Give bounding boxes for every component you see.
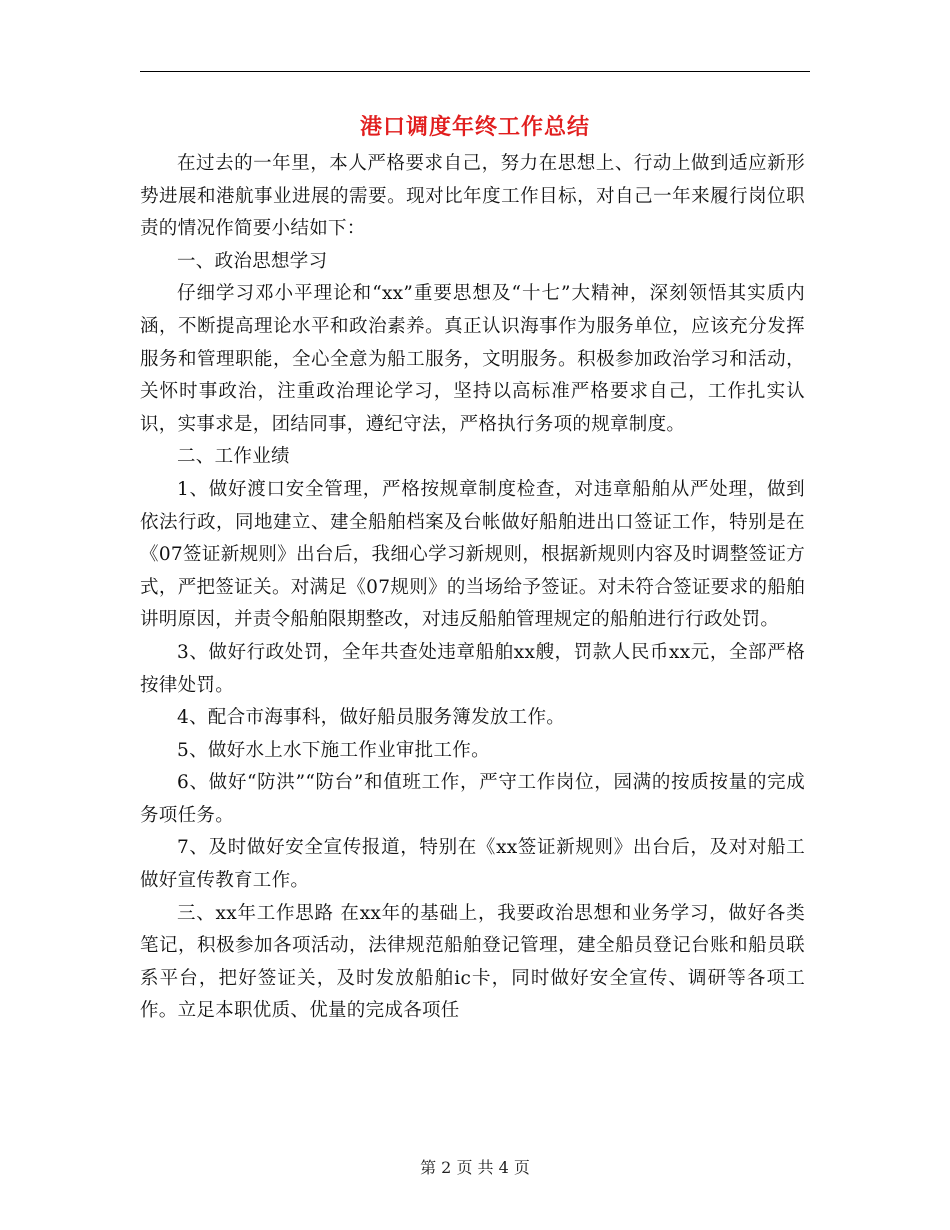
paragraph-item-7: 7、及时做好安全宣传报道，特别在《xx签证新规则》出台后，及对对船工做好宣传教育工作。 [140,837,805,892]
page-number-footer: 第 2 页 共 4 页 [420,1158,530,1177]
paragraph-work-plan: 三、xx年工作思路 在xx年的基础上，我要政治思想和业务学习，做好各类笔记，积极参加各项活动，法律规范船舶登记管理，建全船员登记台账和船员联系平台，把好签证关，及时发放船舶ic卡，同时做好安全宣传、调研等各项工作。立足本职优质、优量的完成各项任 [140,902,805,1022]
header-rule [140,71,810,72]
document-body [140,148,805,1028]
paragraph-item-1: 1、做好渡口安全管理，严格按规章制度检查，对违章船舶从严处理，做到依法行政，同地建立、建全船舶档案及台帐做好船舶进出口签证工作，特别是在《07签证新规则》出台后，我细心学习新规则，根据新规则内容及时调整签证方式，严把签证关。对满足《07规则》的当场给予签证。对未符合签证要求的船舶讲明原因，并责令船舶限期整改，对违反船舶管理规定的船舶进行行政处罚。 [140,478,805,631]
paragraph-political-study: 仔细学习邓小平理论和“xx”重要思想及“十七”大精神，深刻领悟其实质内涵，不断提高理论水平和政治素养。真正认识海事作为服务单位，应该充分发挥服务和管理职能，全心全意为船工服务，文明服务。积极参加政治学习和活动，关怀时事政治，注重政治理论学习，坚持以高标准严格要求自己，工作扎实认识，实事求是，团结同事，遵纪守法，严格执行务项的规章制度。 [140,283,805,435]
paragraph-item-4: 4、配合市海事科，做好船员服务簿发放工作。 [177,707,566,729]
paragraph-item-5: 5、做好水上水下施工作业审批工作。 [177,739,490,761]
section-heading-work-achievements: 二、工作业绩 [177,446,290,468]
paragraph-item-6: 6、做好“防洪”“防台”和值班工作，严守工作岗位，园满的按质按量的完成务项任务。 [140,772,805,826]
paragraph-intro: 在过去的一年里，本人严格要求自己，努力在思想上、行动上做到适应新形势进展和港航事业进展的需要。现对比年度工作目标，对自己一年来履行岗位职责的情况作简要小结如下： [140,153,805,240]
document-title: 港口调度年终工作总结 [359,114,590,140]
paragraph-item-3: 3、做好行政处罚，全年共查处违章船舶xx艘，罚款人民币xx元，全部严格按律处罚。 [140,641,805,696]
section-heading-political-study: 一、政治思想学习 [177,250,328,272]
